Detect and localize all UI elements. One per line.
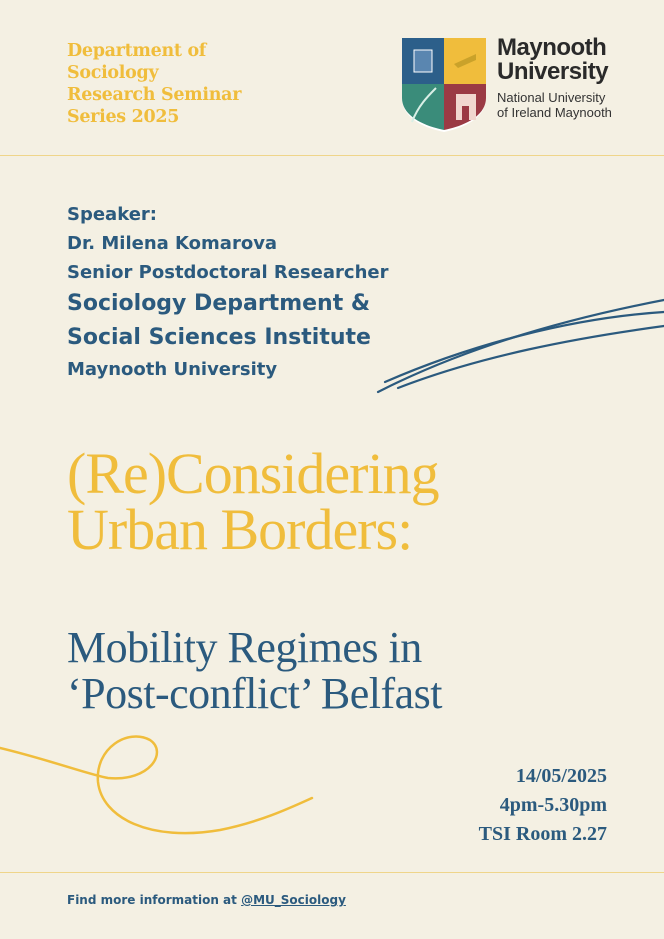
footer-text: Find more information at bbox=[67, 893, 242, 907]
speaker-label: Speaker: bbox=[67, 204, 157, 225]
series-line: Department of bbox=[67, 41, 207, 61]
subtitle-line: ‘Post-conflict’ Belfast bbox=[67, 669, 443, 718]
event-date: 14/05/2025 bbox=[515, 765, 607, 787]
subtitle-line: Mobility Regimes in bbox=[67, 623, 422, 672]
title-line: (Re)Considering bbox=[67, 441, 439, 506]
speaker-block bbox=[67, 200, 388, 384]
speaker-institution: Maynooth University bbox=[67, 359, 278, 380]
talk-title bbox=[67, 441, 439, 562]
talk-subtitle bbox=[67, 625, 442, 717]
university-name-line: Maynooth bbox=[497, 34, 607, 61]
speaker-department: Sociology Department & bbox=[67, 291, 371, 316]
speaker-department: Social Sciences Institute bbox=[67, 325, 371, 350]
seminar-series-heading bbox=[67, 40, 241, 128]
university-subtitle-line: of Ireland Maynooth bbox=[497, 105, 612, 120]
event-details bbox=[479, 762, 607, 849]
university-name-line: University bbox=[497, 58, 609, 85]
footer-info bbox=[67, 893, 346, 907]
speaker-name: Dr. Milena Komarova bbox=[67, 233, 278, 254]
bottom-divider bbox=[0, 872, 664, 873]
blue-scribble bbox=[378, 300, 664, 392]
series-line: Research Seminar bbox=[67, 85, 242, 105]
university-crest-logo bbox=[400, 36, 488, 134]
university-wordmark bbox=[497, 36, 612, 120]
event-time: 4pm-5.30pm bbox=[499, 794, 607, 816]
series-line: Series 2025 bbox=[67, 107, 180, 127]
event-room: TSI Room 2.27 bbox=[478, 823, 607, 845]
top-divider bbox=[0, 155, 664, 156]
social-handle-link[interactable]: @MU_Sociology bbox=[241, 893, 346, 907]
yellow-scribble bbox=[0, 736, 312, 833]
series-line: Sociology bbox=[67, 63, 159, 83]
university-subtitle-line: National University bbox=[497, 90, 606, 105]
title-line: Urban Borders: bbox=[67, 497, 413, 562]
speaker-role: Senior Postdoctoral Researcher bbox=[67, 262, 389, 283]
